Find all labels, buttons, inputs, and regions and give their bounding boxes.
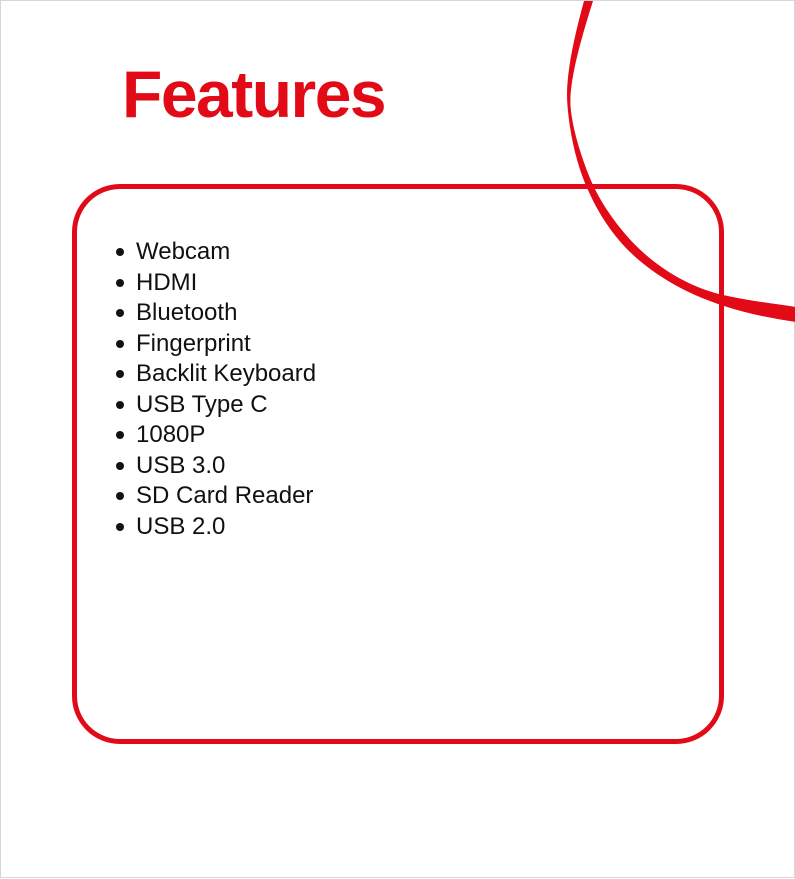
list-item: [116, 298, 719, 329]
list-item: [116, 512, 719, 543]
feature-label: Webcam: [136, 238, 231, 266]
bullet-dot-icon: [116, 401, 124, 409]
bullet-dot-icon: [116, 248, 124, 256]
bullet-dot-icon: [116, 309, 124, 317]
list-item: [116, 481, 719, 512]
list-item: [116, 237, 719, 268]
bullet-dot-icon: [116, 370, 124, 378]
bullet-dot-icon: [116, 279, 124, 287]
feature-label: 1080P: [136, 421, 206, 449]
list-item: [116, 359, 719, 390]
bullet-dot-icon: [116, 462, 124, 470]
feature-label: USB Type C: [136, 390, 268, 418]
list-item: [116, 451, 719, 482]
features-panel: [72, 184, 724, 744]
bullet-dot-icon: [116, 523, 124, 531]
list-item: [116, 420, 719, 451]
page-title: Features: [122, 57, 386, 131]
bullet-dot-icon: [116, 340, 124, 348]
feature-label: SD Card Reader: [136, 482, 314, 510]
list-item: [116, 268, 719, 299]
list-item: [116, 390, 719, 421]
list-item: [116, 329, 719, 360]
feature-label: USB 2.0: [136, 512, 226, 540]
feature-label: HDMI: [136, 268, 198, 296]
feature-list: [77, 189, 719, 542]
bullet-dot-icon: [116, 431, 124, 439]
feature-label: USB 3.0: [136, 451, 226, 479]
bullet-dot-icon: [116, 492, 124, 500]
feature-label: Bluetooth: [136, 299, 238, 327]
feature-label: Backlit Keyboard: [136, 360, 317, 388]
feature-label: Fingerprint: [136, 329, 251, 357]
